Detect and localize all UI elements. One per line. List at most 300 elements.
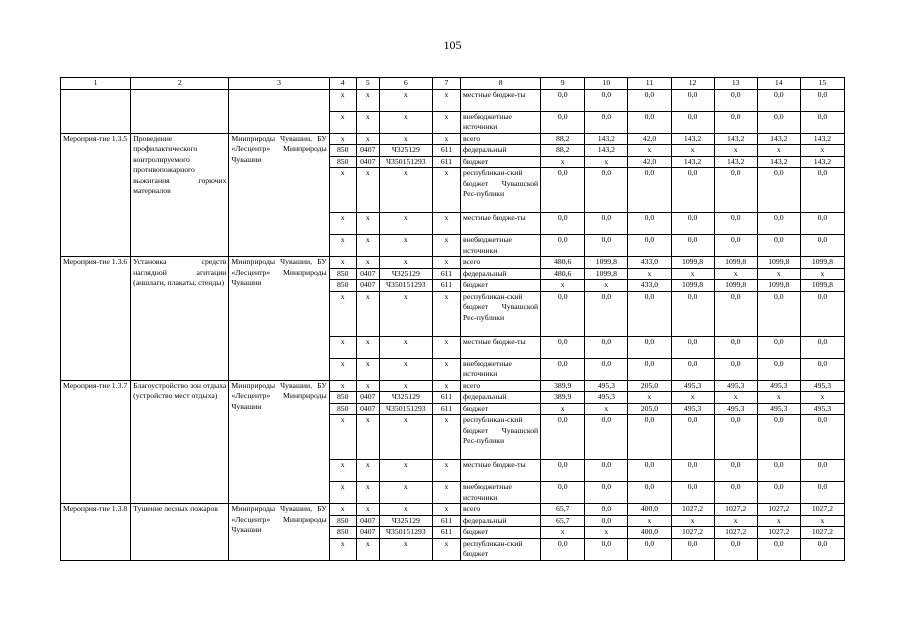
event-label: Мероприя-тие 1.3.5 bbox=[61, 133, 131, 257]
value-cell: 0,0 bbox=[714, 213, 757, 235]
code-cell: Ч325129 bbox=[379, 268, 432, 280]
code-cell: 611 bbox=[432, 145, 460, 157]
code-cell: x bbox=[379, 358, 432, 380]
code-cell: x bbox=[379, 133, 432, 145]
value-cell: 0,0 bbox=[585, 291, 628, 336]
source-cell: всего bbox=[460, 133, 540, 145]
source-cell: внебюджетные источники bbox=[460, 358, 540, 380]
value-cell: 495,3 bbox=[714, 403, 757, 415]
code-cell: x bbox=[329, 168, 356, 213]
value-cell: 0,0 bbox=[628, 168, 671, 213]
value-cell: 1027,2 bbox=[757, 527, 800, 539]
source-cell: внебюджетные источники bbox=[460, 111, 540, 133]
value-cell: 0,0 bbox=[671, 460, 714, 482]
code-cell: x bbox=[356, 415, 379, 460]
value-cell: x bbox=[541, 280, 585, 292]
value-cell: 495,3 bbox=[671, 403, 714, 415]
event-name: Проведение профилактического контролируемого противопожарного выжигания горючих материалов bbox=[131, 133, 229, 257]
code-cell: x bbox=[329, 133, 356, 145]
code-cell: x bbox=[356, 482, 379, 504]
code-cell: x bbox=[379, 235, 432, 257]
value-cell: 0,0 bbox=[757, 168, 800, 213]
code-cell: x bbox=[379, 482, 432, 504]
code-cell: x bbox=[379, 291, 432, 336]
source-cell: федеральный bbox=[460, 392, 540, 404]
code-cell: x bbox=[379, 415, 432, 460]
header-cell: 4 bbox=[329, 78, 356, 90]
value-cell: 65,7 bbox=[541, 504, 585, 516]
budget-table bbox=[60, 77, 845, 561]
value-cell: 495,3 bbox=[800, 380, 844, 392]
source-cell: местные бюдже-ты bbox=[460, 460, 540, 482]
code-cell: 611 bbox=[432, 156, 460, 168]
code-cell: x bbox=[379, 380, 432, 392]
empty-cell bbox=[61, 89, 131, 133]
value-cell: 0,0 bbox=[541, 235, 585, 257]
value-cell: x bbox=[671, 392, 714, 404]
code-cell: x bbox=[329, 213, 356, 235]
value-cell: 143,2 bbox=[757, 156, 800, 168]
source-cell: внебюджетные источники bbox=[460, 482, 540, 504]
code-cell: x bbox=[329, 504, 356, 516]
code-cell: x bbox=[329, 291, 356, 336]
value-cell: 205,0 bbox=[628, 403, 671, 415]
value-cell: 1099,8 bbox=[757, 257, 800, 269]
value-cell: 0,0 bbox=[585, 538, 628, 560]
event-executor: Минприроды Чувашии, БУ «Лесцентр» Минприроды Чувашии bbox=[229, 133, 329, 257]
value-cell: 0,0 bbox=[714, 482, 757, 504]
code-cell: x bbox=[379, 460, 432, 482]
table-row bbox=[61, 257, 845, 269]
code-cell: x bbox=[356, 538, 379, 560]
value-cell: 88,2 bbox=[541, 133, 585, 145]
value-cell: 0,0 bbox=[714, 89, 757, 111]
code-cell: x bbox=[379, 538, 432, 560]
value-cell: 389,9 bbox=[541, 392, 585, 404]
table-row bbox=[61, 504, 845, 516]
code-cell: Ч325129 bbox=[379, 515, 432, 527]
value-cell: 0,0 bbox=[800, 291, 844, 336]
code-cell: x bbox=[356, 380, 379, 392]
code-cell: x bbox=[432, 482, 460, 504]
value-cell: 0,0 bbox=[585, 460, 628, 482]
value-cell: 0,0 bbox=[800, 213, 844, 235]
value-cell: 0,0 bbox=[714, 168, 757, 213]
code-cell: 611 bbox=[432, 392, 460, 404]
header-cell: 3 bbox=[229, 78, 329, 90]
code-cell: Ч350151293 bbox=[379, 156, 432, 168]
value-cell: 0,0 bbox=[757, 235, 800, 257]
value-cell: 42,0 bbox=[628, 133, 671, 145]
code-cell: x bbox=[329, 336, 356, 358]
value-cell: 0,0 bbox=[541, 168, 585, 213]
value-cell: x bbox=[671, 145, 714, 157]
value-cell: x bbox=[800, 392, 844, 404]
event-name: Установка средств наглядной агитации (аншлаги, плакаты, стенды) bbox=[131, 257, 229, 381]
source-cell: бюджет bbox=[460, 527, 540, 539]
page-number: 105 bbox=[443, 38, 462, 52]
code-cell: 0407 bbox=[356, 515, 379, 527]
value-cell: 65,7 bbox=[541, 515, 585, 527]
code-cell: 0407 bbox=[356, 403, 379, 415]
code-cell: x bbox=[356, 460, 379, 482]
code-cell: 0407 bbox=[356, 392, 379, 404]
source-cell: местные бюдже-ты bbox=[460, 213, 540, 235]
code-cell: x bbox=[329, 460, 356, 482]
source-cell: местные бюдже-ты bbox=[460, 89, 540, 111]
value-cell: 0,0 bbox=[714, 336, 757, 358]
value-cell: 1027,2 bbox=[757, 504, 800, 516]
code-cell: x bbox=[432, 460, 460, 482]
table-row bbox=[61, 380, 845, 392]
value-cell: 0,0 bbox=[671, 235, 714, 257]
code-cell: x bbox=[329, 235, 356, 257]
code-cell: x bbox=[379, 111, 432, 133]
header-cell: 2 bbox=[131, 78, 229, 90]
value-cell: 0,0 bbox=[541, 291, 585, 336]
value-cell: 0,0 bbox=[585, 111, 628, 133]
code-cell: x bbox=[329, 358, 356, 380]
value-cell: x bbox=[585, 403, 628, 415]
code-cell: x bbox=[356, 358, 379, 380]
value-cell: 143,2 bbox=[800, 133, 844, 145]
code-cell: x bbox=[356, 291, 379, 336]
value-cell: x bbox=[628, 145, 671, 157]
value-cell: 0,0 bbox=[541, 89, 585, 111]
event-label: Мероприя-тие 1.3.6 bbox=[61, 257, 131, 381]
code-cell: x bbox=[356, 89, 379, 111]
source-cell: федеральный bbox=[460, 268, 540, 280]
code-cell: x bbox=[379, 168, 432, 213]
code-cell: 850 bbox=[329, 403, 356, 415]
code-cell: x bbox=[432, 89, 460, 111]
code-cell: 850 bbox=[329, 392, 356, 404]
code-cell: x bbox=[329, 538, 356, 560]
code-cell: Ч325129 bbox=[379, 392, 432, 404]
value-cell: x bbox=[541, 156, 585, 168]
code-cell: 850 bbox=[329, 145, 356, 157]
source-cell: всего bbox=[460, 380, 540, 392]
event-name: Тушение лесных пожаров bbox=[131, 504, 229, 561]
code-cell: 0407 bbox=[356, 527, 379, 539]
value-cell: 0,0 bbox=[585, 358, 628, 380]
value-cell: 0,0 bbox=[714, 235, 757, 257]
code-cell: x bbox=[356, 133, 379, 145]
value-cell: x bbox=[541, 527, 585, 539]
code-cell: 611 bbox=[432, 515, 460, 527]
value-cell: 1027,2 bbox=[671, 527, 714, 539]
code-cell: x bbox=[432, 380, 460, 392]
table-body bbox=[61, 78, 845, 561]
code-cell: x bbox=[356, 336, 379, 358]
value-cell: 0,0 bbox=[800, 358, 844, 380]
code-cell: x bbox=[379, 504, 432, 516]
value-cell: 0,0 bbox=[585, 482, 628, 504]
code-cell: 850 bbox=[329, 280, 356, 292]
source-cell: республикан-ский бюджет Чувашской Рес-публики bbox=[460, 291, 540, 336]
empty-cell bbox=[229, 89, 329, 133]
value-cell: 0,0 bbox=[714, 415, 757, 460]
value-cell: 0,0 bbox=[714, 538, 757, 560]
value-cell: 1027,2 bbox=[714, 504, 757, 516]
source-cell: бюджет bbox=[460, 280, 540, 292]
value-cell: 0,0 bbox=[757, 415, 800, 460]
code-cell: 611 bbox=[432, 280, 460, 292]
value-cell: 0,0 bbox=[541, 482, 585, 504]
source-cell: всего bbox=[460, 504, 540, 516]
code-cell: Ч350151293 bbox=[379, 280, 432, 292]
header-cell: 5 bbox=[356, 78, 379, 90]
value-cell: x bbox=[714, 392, 757, 404]
value-cell: x bbox=[585, 280, 628, 292]
code-cell: 0407 bbox=[356, 268, 379, 280]
value-cell: 143,2 bbox=[671, 133, 714, 145]
code-cell: Ч325129 bbox=[379, 145, 432, 157]
code-cell: 0407 bbox=[356, 145, 379, 157]
value-cell: 143,2 bbox=[714, 156, 757, 168]
value-cell: 143,2 bbox=[714, 133, 757, 145]
value-cell: x bbox=[800, 268, 844, 280]
source-cell: местные бюдже-ты bbox=[460, 336, 540, 358]
code-cell: x bbox=[432, 336, 460, 358]
header-cell: 13 bbox=[714, 78, 757, 90]
value-cell: 0,0 bbox=[757, 111, 800, 133]
header-cell: 1 bbox=[61, 78, 131, 90]
value-cell: 0,0 bbox=[628, 111, 671, 133]
value-cell: 0,0 bbox=[800, 111, 844, 133]
value-cell: 1099,8 bbox=[714, 280, 757, 292]
value-cell: 143,2 bbox=[585, 133, 628, 145]
code-cell: x bbox=[432, 257, 460, 269]
value-cell: x bbox=[671, 268, 714, 280]
value-cell: 1099,8 bbox=[585, 268, 628, 280]
code-cell: x bbox=[432, 504, 460, 516]
code-cell: 850 bbox=[329, 268, 356, 280]
value-cell: 0,0 bbox=[628, 460, 671, 482]
header-cell: 12 bbox=[671, 78, 714, 90]
value-cell: 495,3 bbox=[671, 380, 714, 392]
code-cell: x bbox=[432, 235, 460, 257]
value-cell: 1027,2 bbox=[671, 504, 714, 516]
value-cell: 0,0 bbox=[714, 111, 757, 133]
value-cell: 1099,8 bbox=[671, 280, 714, 292]
value-cell: 0,0 bbox=[757, 336, 800, 358]
value-cell: 0,0 bbox=[671, 538, 714, 560]
value-cell: 0,0 bbox=[541, 460, 585, 482]
header-cell: 7 bbox=[432, 78, 460, 90]
value-cell: 0,0 bbox=[541, 358, 585, 380]
value-cell: 0,0 bbox=[757, 89, 800, 111]
code-cell: 611 bbox=[432, 527, 460, 539]
value-cell: 0,0 bbox=[800, 336, 844, 358]
value-cell: 42,0 bbox=[628, 156, 671, 168]
code-cell: x bbox=[329, 380, 356, 392]
value-cell: 495,3 bbox=[585, 380, 628, 392]
code-cell: x bbox=[432, 133, 460, 145]
code-cell: x bbox=[432, 111, 460, 133]
value-cell: 0,0 bbox=[800, 235, 844, 257]
value-cell: 205,0 bbox=[628, 380, 671, 392]
value-cell: 0,0 bbox=[541, 415, 585, 460]
code-cell: 850 bbox=[329, 156, 356, 168]
code-cell: 0407 bbox=[356, 280, 379, 292]
code-cell: x bbox=[329, 482, 356, 504]
source-cell: бюджет bbox=[460, 156, 540, 168]
value-cell: 143,2 bbox=[757, 133, 800, 145]
code-cell: 611 bbox=[432, 268, 460, 280]
header-cell: 10 bbox=[585, 78, 628, 90]
event-label: Мероприя-тие 1.3.7 bbox=[61, 380, 131, 504]
value-cell: 0,0 bbox=[757, 482, 800, 504]
value-cell: 0,0 bbox=[671, 213, 714, 235]
code-cell: x bbox=[432, 358, 460, 380]
value-cell: x bbox=[714, 515, 757, 527]
value-cell: x bbox=[585, 527, 628, 539]
value-cell: x bbox=[714, 268, 757, 280]
value-cell: 0,0 bbox=[671, 168, 714, 213]
source-cell: бюджет bbox=[460, 403, 540, 415]
header-cell: 11 bbox=[628, 78, 671, 90]
value-cell: 0,0 bbox=[671, 358, 714, 380]
value-cell: x bbox=[541, 403, 585, 415]
code-cell: x bbox=[329, 415, 356, 460]
value-cell: 1099,8 bbox=[757, 280, 800, 292]
value-cell: 400,0 bbox=[628, 527, 671, 539]
code-cell: x bbox=[356, 111, 379, 133]
header-row bbox=[61, 78, 845, 90]
empty-cell bbox=[131, 89, 229, 133]
value-cell: 1099,8 bbox=[800, 257, 844, 269]
value-cell: 0,0 bbox=[628, 415, 671, 460]
value-cell: 0,0 bbox=[671, 336, 714, 358]
code-cell: Ч350151293 bbox=[379, 527, 432, 539]
value-cell: 0,0 bbox=[585, 213, 628, 235]
header-cell: 6 bbox=[379, 78, 432, 90]
table-row bbox=[61, 133, 845, 145]
value-cell: 0,0 bbox=[757, 291, 800, 336]
value-cell: 0,0 bbox=[714, 358, 757, 380]
value-cell: 495,3 bbox=[757, 403, 800, 415]
value-cell: 433,0 bbox=[628, 257, 671, 269]
value-cell: 0,0 bbox=[585, 89, 628, 111]
event-executor: Минприроды Чувашии, БУ «Лесцентр» Минприроды Чувашии bbox=[229, 380, 329, 504]
value-cell: 0,0 bbox=[671, 415, 714, 460]
table-row bbox=[61, 89, 845, 111]
value-cell: 0,0 bbox=[585, 235, 628, 257]
value-cell: 1099,8 bbox=[671, 257, 714, 269]
value-cell: 1099,8 bbox=[714, 257, 757, 269]
code-cell: Ч350151293 bbox=[379, 403, 432, 415]
code-cell: x bbox=[356, 168, 379, 213]
value-cell: 0,0 bbox=[671, 89, 714, 111]
value-cell: 0,0 bbox=[628, 235, 671, 257]
value-cell: 495,3 bbox=[800, 403, 844, 415]
value-cell: x bbox=[628, 515, 671, 527]
value-cell: 495,3 bbox=[714, 380, 757, 392]
code-cell: x bbox=[432, 415, 460, 460]
value-cell: 0,0 bbox=[800, 415, 844, 460]
value-cell: x bbox=[757, 392, 800, 404]
code-cell: x bbox=[356, 257, 379, 269]
value-cell: 0,0 bbox=[585, 168, 628, 213]
value-cell: x bbox=[585, 156, 628, 168]
source-cell: внебюджетные источники bbox=[460, 235, 540, 257]
code-cell: x bbox=[432, 168, 460, 213]
source-cell: федеральный bbox=[460, 515, 540, 527]
value-cell: 0,0 bbox=[585, 336, 628, 358]
code-cell: x bbox=[432, 213, 460, 235]
event-name: Благоустройство зон отдыха (устройство мест отдыха) bbox=[131, 380, 229, 504]
value-cell: 88,2 bbox=[541, 145, 585, 157]
value-cell: 0,0 bbox=[714, 460, 757, 482]
source-cell: республикан-ский бюджет Чувашской Рес-публики bbox=[460, 168, 540, 213]
value-cell: 0,0 bbox=[585, 415, 628, 460]
value-cell: 143,2 bbox=[671, 156, 714, 168]
value-cell: 480,6 bbox=[541, 268, 585, 280]
value-cell: x bbox=[757, 268, 800, 280]
value-cell: 480,6 bbox=[541, 257, 585, 269]
source-cell: федеральный bbox=[460, 145, 540, 157]
value-cell: x bbox=[628, 268, 671, 280]
value-cell: 495,3 bbox=[585, 392, 628, 404]
code-cell: x bbox=[329, 111, 356, 133]
source-cell: всего bbox=[460, 257, 540, 269]
value-cell: 0,0 bbox=[628, 358, 671, 380]
value-cell: 495,3 bbox=[757, 380, 800, 392]
value-cell: x bbox=[757, 515, 800, 527]
value-cell: 0,0 bbox=[585, 504, 628, 516]
value-cell: x bbox=[800, 145, 844, 157]
value-cell: 1027,2 bbox=[800, 504, 844, 516]
value-cell: 0,0 bbox=[671, 111, 714, 133]
header-cell: 14 bbox=[757, 78, 800, 90]
value-cell: x bbox=[671, 515, 714, 527]
value-cell: 143,2 bbox=[800, 156, 844, 168]
code-cell: x bbox=[379, 89, 432, 111]
value-cell: 400,0 bbox=[628, 504, 671, 516]
code-cell: x bbox=[379, 257, 432, 269]
code-cell: x bbox=[329, 257, 356, 269]
value-cell: 0,0 bbox=[800, 482, 844, 504]
header-cell: 15 bbox=[800, 78, 844, 90]
code-cell: x bbox=[432, 291, 460, 336]
value-cell: 143,2 bbox=[585, 145, 628, 157]
value-cell: 0,0 bbox=[671, 291, 714, 336]
value-cell: 1099,8 bbox=[585, 257, 628, 269]
value-cell: 0,0 bbox=[541, 213, 585, 235]
code-cell: x bbox=[379, 213, 432, 235]
value-cell: x bbox=[714, 145, 757, 157]
value-cell: 0,0 bbox=[800, 538, 844, 560]
code-cell: x bbox=[356, 213, 379, 235]
value-cell: 1027,2 bbox=[714, 527, 757, 539]
value-cell: 0,0 bbox=[628, 538, 671, 560]
value-cell: x bbox=[800, 515, 844, 527]
code-cell: x bbox=[379, 336, 432, 358]
code-cell: x bbox=[432, 538, 460, 560]
value-cell: 0,0 bbox=[628, 213, 671, 235]
event-label: Мероприя-тие 1.3.8 bbox=[61, 504, 131, 561]
value-cell: 0,0 bbox=[628, 482, 671, 504]
value-cell: 0,0 bbox=[800, 460, 844, 482]
value-cell: 0,0 bbox=[541, 336, 585, 358]
value-cell: 433,0 bbox=[628, 280, 671, 292]
value-cell: 0,0 bbox=[585, 515, 628, 527]
code-cell: 611 bbox=[432, 403, 460, 415]
code-cell: 850 bbox=[329, 527, 356, 539]
event-executor: Минприроды Чувашии, БУ «Лесцентр» Минприроды Чувашии bbox=[229, 504, 329, 561]
value-cell: 0,0 bbox=[714, 291, 757, 336]
